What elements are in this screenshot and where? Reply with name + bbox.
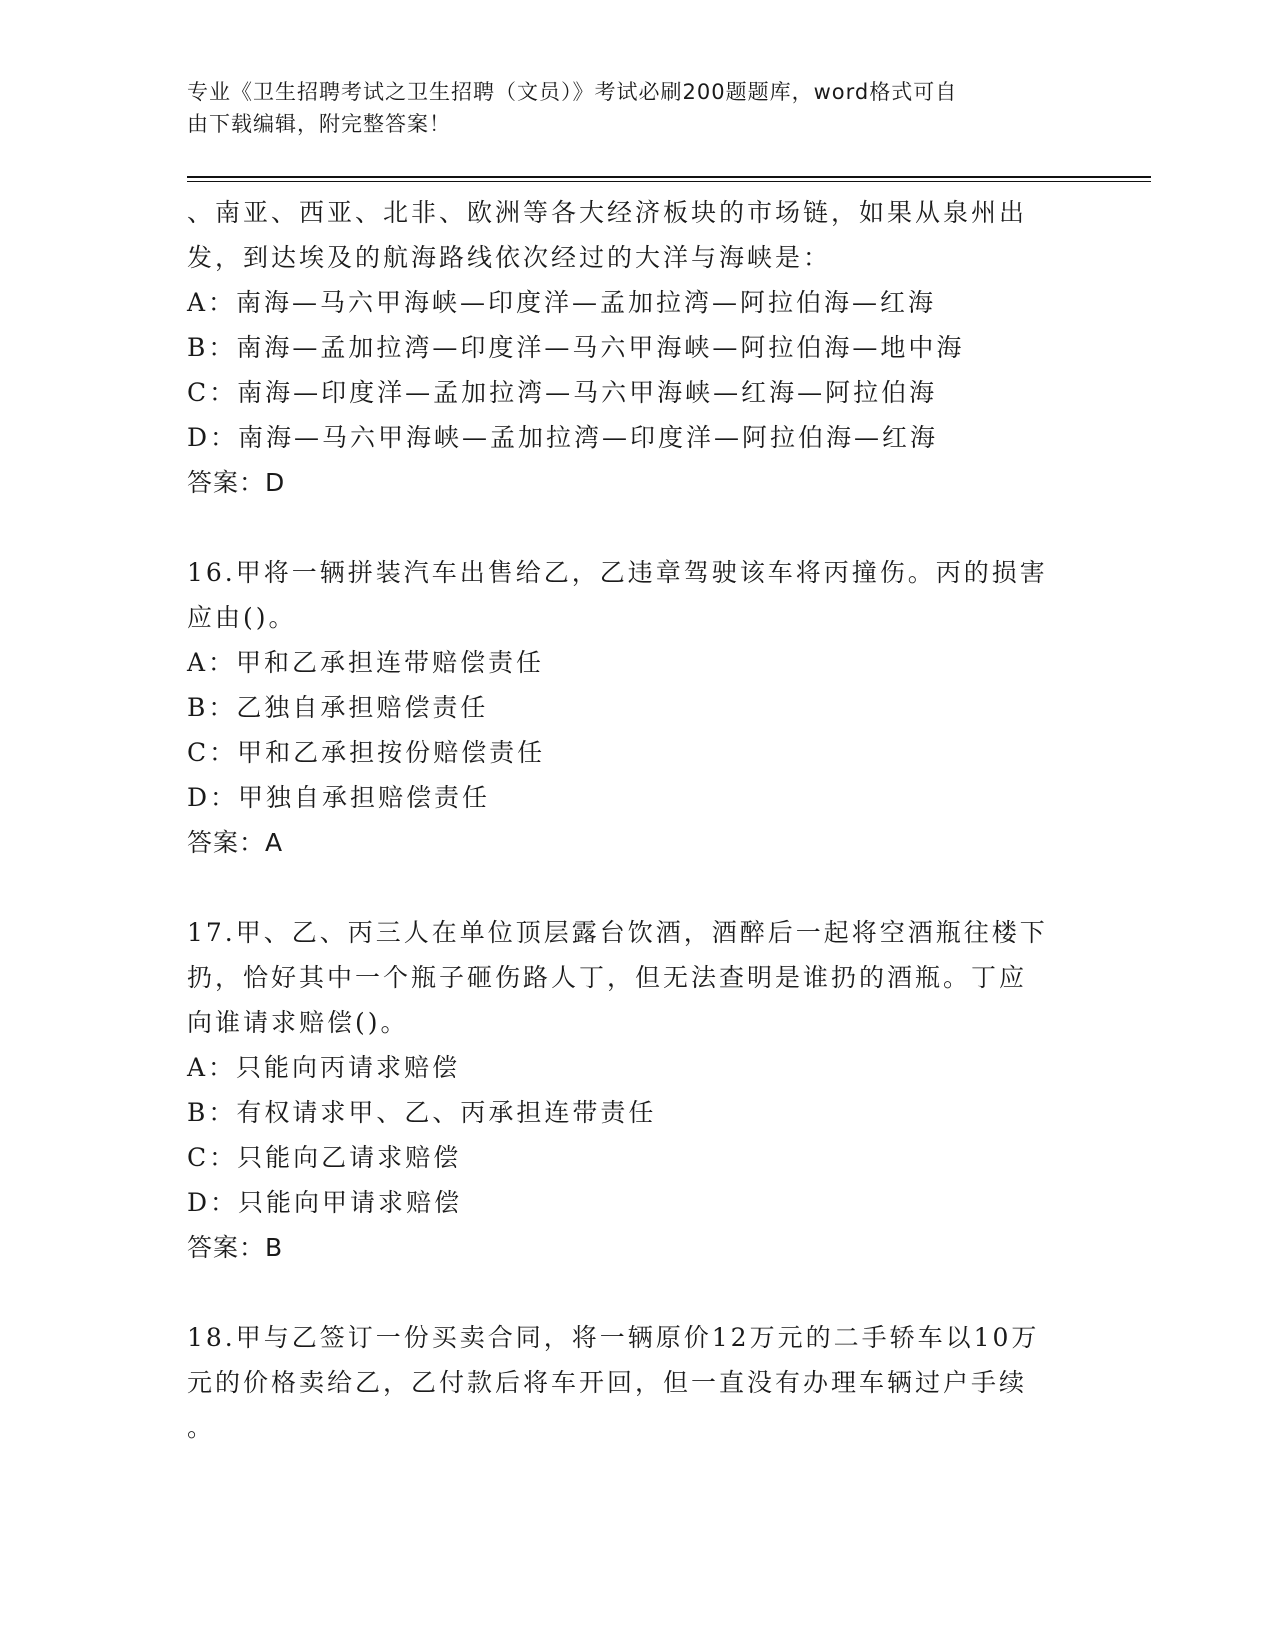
- header-divider-thin: [187, 181, 1151, 182]
- option-b: B：乙独自承担赔偿责任: [187, 693, 489, 722]
- question-stem-line: 元的价格卖给乙，乙付款后将车开回，但一直没有办理车辆过户手续: [187, 1368, 1028, 1397]
- question-stem-line: 16.甲将一辆拼装汽车出售给乙，乙违章驾驶该车将丙撞伤。丙的损害: [187, 558, 1048, 587]
- spacer: [187, 865, 1087, 910]
- header-line-2: 由下载编辑，附完整答案！: [187, 112, 451, 136]
- question-17: [187, 910, 1087, 1270]
- answer-line: 答案：A: [187, 828, 284, 857]
- spacer: [187, 1270, 1087, 1315]
- question-stem-line: 17.甲、乙、丙三人在单位顶层露台饮酒，酒醉后一起将空酒瓶往楼下: [187, 918, 1048, 947]
- option-d: D：只能向甲请求赔偿: [187, 1188, 463, 1217]
- question-15: [187, 190, 1087, 505]
- question-stem-line: 、南亚、西亚、北非、欧洲等各大经济板块的市场链，如果从泉州出: [187, 198, 1028, 227]
- question-16: [187, 550, 1087, 865]
- option-a: A：南海—马六甲海峡—印度洋—孟加拉湾—阿拉伯海—红海: [187, 288, 937, 317]
- question-stem-line: 向谁请求赔偿()。: [187, 1008, 409, 1037]
- question-stem-line: 。: [187, 1413, 216, 1442]
- option-a: A：甲和乙承担连带赔偿责任: [187, 648, 545, 677]
- option-a: A：只能向丙请求赔偿: [187, 1053, 461, 1082]
- header-line-1: 专业《卫生招聘考试之卫生招聘（文员）》考试必刷200题题库，word格式可自: [187, 80, 958, 104]
- document-body: [187, 190, 1087, 1450]
- option-d: D：甲独自承担赔偿责任: [187, 783, 491, 812]
- option-b: B：有权请求甲、乙、丙承担连带责任: [187, 1098, 657, 1127]
- question-stem-line: 发，到达埃及的航海路线依次经过的大洋与海峡是：: [187, 243, 832, 272]
- option-c: C：只能向乙请求赔偿: [187, 1143, 462, 1172]
- answer-line: 答案：B: [187, 1233, 284, 1262]
- question-stem-line: 应由()。: [187, 603, 297, 632]
- answer-line: 答案：D: [187, 468, 286, 497]
- header-divider-thick: [187, 176, 1151, 178]
- spacer: [187, 505, 1087, 550]
- option-c: C：甲和乙承担按份赔偿责任: [187, 738, 546, 767]
- option-d: D：南海—马六甲海峡—孟加拉湾—印度洋—阿拉伯海—红海: [187, 423, 939, 452]
- question-stem-line: 18.甲与乙签订一份买卖合同，将一辆原价12万元的二手轿车以10万: [187, 1323, 1040, 1352]
- question-stem-line: 扔，恰好其中一个瓶子砸伤路人丁，但无法查明是谁扔的酒瓶。丁应: [187, 963, 1028, 992]
- option-b: B：南海—孟加拉湾—印度洋—马六甲海峡—阿拉伯海—地中海: [187, 333, 965, 362]
- document-header: [187, 76, 1067, 140]
- question-18: [187, 1315, 1087, 1450]
- option-c: C：南海—印度洋—孟加拉湾—马六甲海峡—红海—阿拉伯海: [187, 378, 938, 407]
